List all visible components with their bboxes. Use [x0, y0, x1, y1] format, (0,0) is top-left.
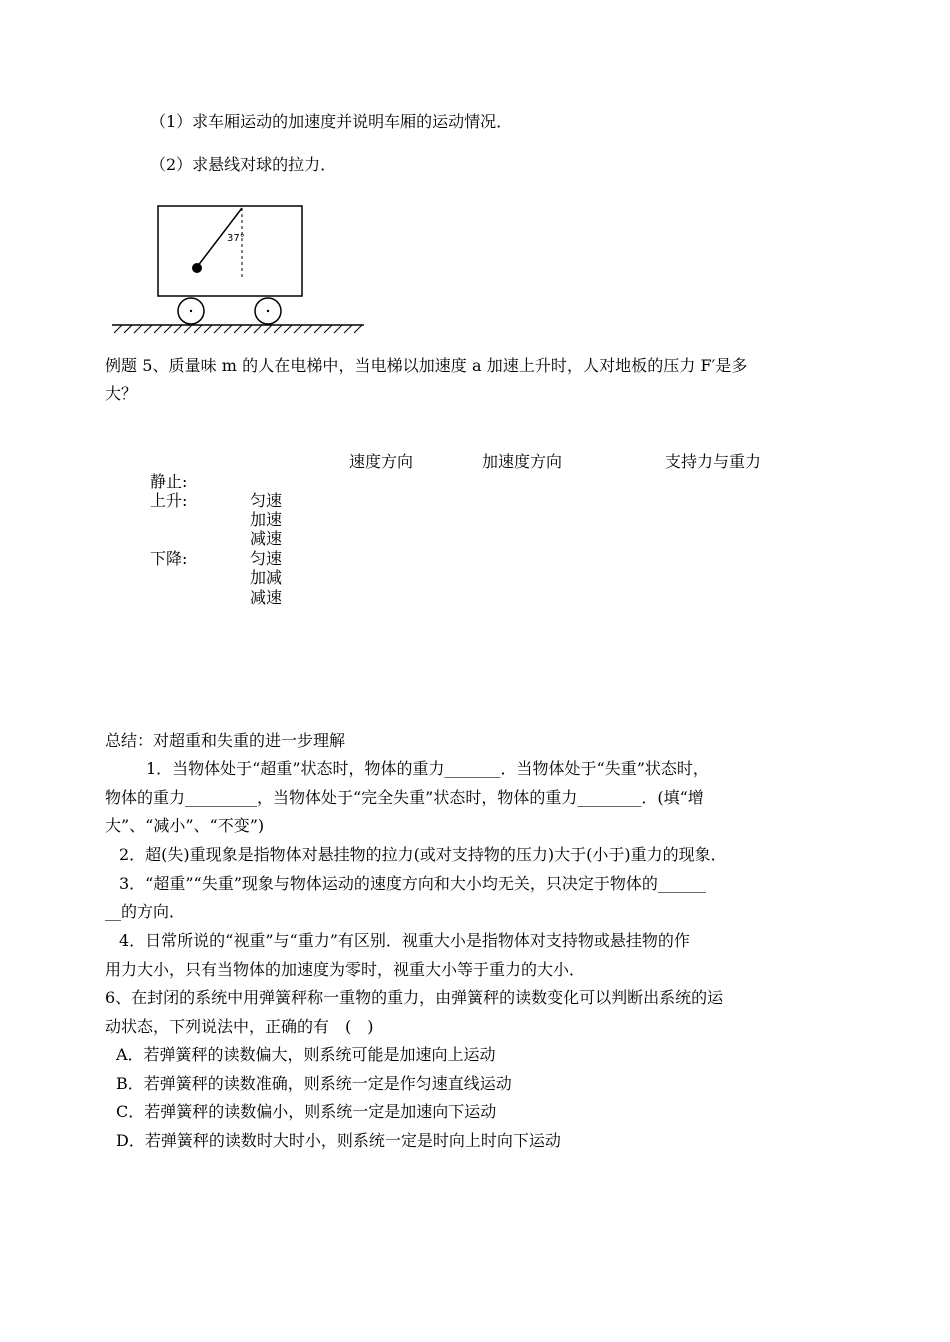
pendulum-ball: [192, 263, 202, 273]
question-1: （1）求车厢运动的加速度并说明车厢的运动情况．: [150, 112, 513, 131]
angle-label: 37°: [227, 233, 245, 244]
example5-line2: 大？: [105, 384, 138, 403]
question6-option-a: A．若弹簧秤的读数偏大，则系统可能是加速向上运动: [116, 1045, 496, 1064]
question6-line1: 6、在封闭的系统中用弹簧秤称一重物的重力，由弹簧秤的读数变化可以判断出系统的运: [105, 988, 724, 1007]
summary-point1-line2: 物体的重力_________，当物体处于“完全失重”状态时，物体的重力________．(填“增: [105, 788, 704, 807]
up-accelerate: 加速: [250, 510, 283, 529]
question-2: （2）求悬线对球的拉力．: [150, 155, 337, 174]
summary-point4-line1: 4．日常所说的“视重”与“重力”有区别．视重大小是指物体对支持物或悬挂物的作: [119, 931, 690, 950]
summary-point1-line3: 大”、“减小”、“不变”): [105, 816, 265, 835]
up-uniform: 匀速: [250, 491, 283, 510]
down-decelerate: 减速: [250, 588, 283, 607]
example5-line1: 例题 5、质量味 m 的人在电梯中，当电梯以加速度 a 加速上升时，人对地板的压力 F′是多: [105, 356, 748, 375]
row-down-label: 下降:: [150, 549, 188, 568]
header-acceleration-direction: 加速度方向: [482, 452, 563, 471]
question6-option-b: B．若弹簧秤的读数准确，则系统一定是作匀速直线运动: [116, 1074, 512, 1093]
summary-point1-line1: 1．当物体处于“超重”状态时，物体的重力_______．当物体处于“失重”状态时，: [146, 759, 709, 778]
down-uniform: 匀速: [250, 549, 283, 568]
summary-point4-line2: 用力大小，只有当物体的加速度为零时，视重大小等于重力的大小．: [105, 960, 586, 979]
summary-point3-line2: __的方向．: [105, 902, 186, 921]
summary-point3-line1: 3．“超重”“失重”现象与物体运动的速度方向和大小均无关，只决定于物体的______: [119, 874, 706, 893]
ground-hatching: [114, 325, 362, 333]
row-rest-label: 静止:: [150, 472, 188, 491]
header-support-vs-gravity: 支持力与重力: [665, 452, 762, 471]
carriage-body: [158, 206, 302, 296]
down-accelerate: 加减: [250, 568, 283, 587]
summary-title: 总结：对超重和失重的进一步理解: [105, 731, 346, 750]
carriage-pendulum-figure: [108, 200, 370, 336]
question6-line2: 动状态，下列说法中，正确的有 ( ): [105, 1017, 374, 1036]
question6-option-d: D．若弹簧秤的读数时大时小，则系统一定是时向上时向下运动: [116, 1131, 561, 1150]
question6-option-c: C．若弹簧秤的读数偏小，则系统一定是加速向下运动: [116, 1102, 497, 1121]
up-decelerate: 减速: [250, 529, 283, 548]
summary-point2: 2．超(失)重现象是指物体对悬挂物的拉力(或对支持物的压力)大于(小于)重力的现象．: [119, 845, 727, 864]
row-up-label: 上升:: [150, 491, 188, 510]
header-velocity-direction: 速度方向: [349, 452, 414, 471]
